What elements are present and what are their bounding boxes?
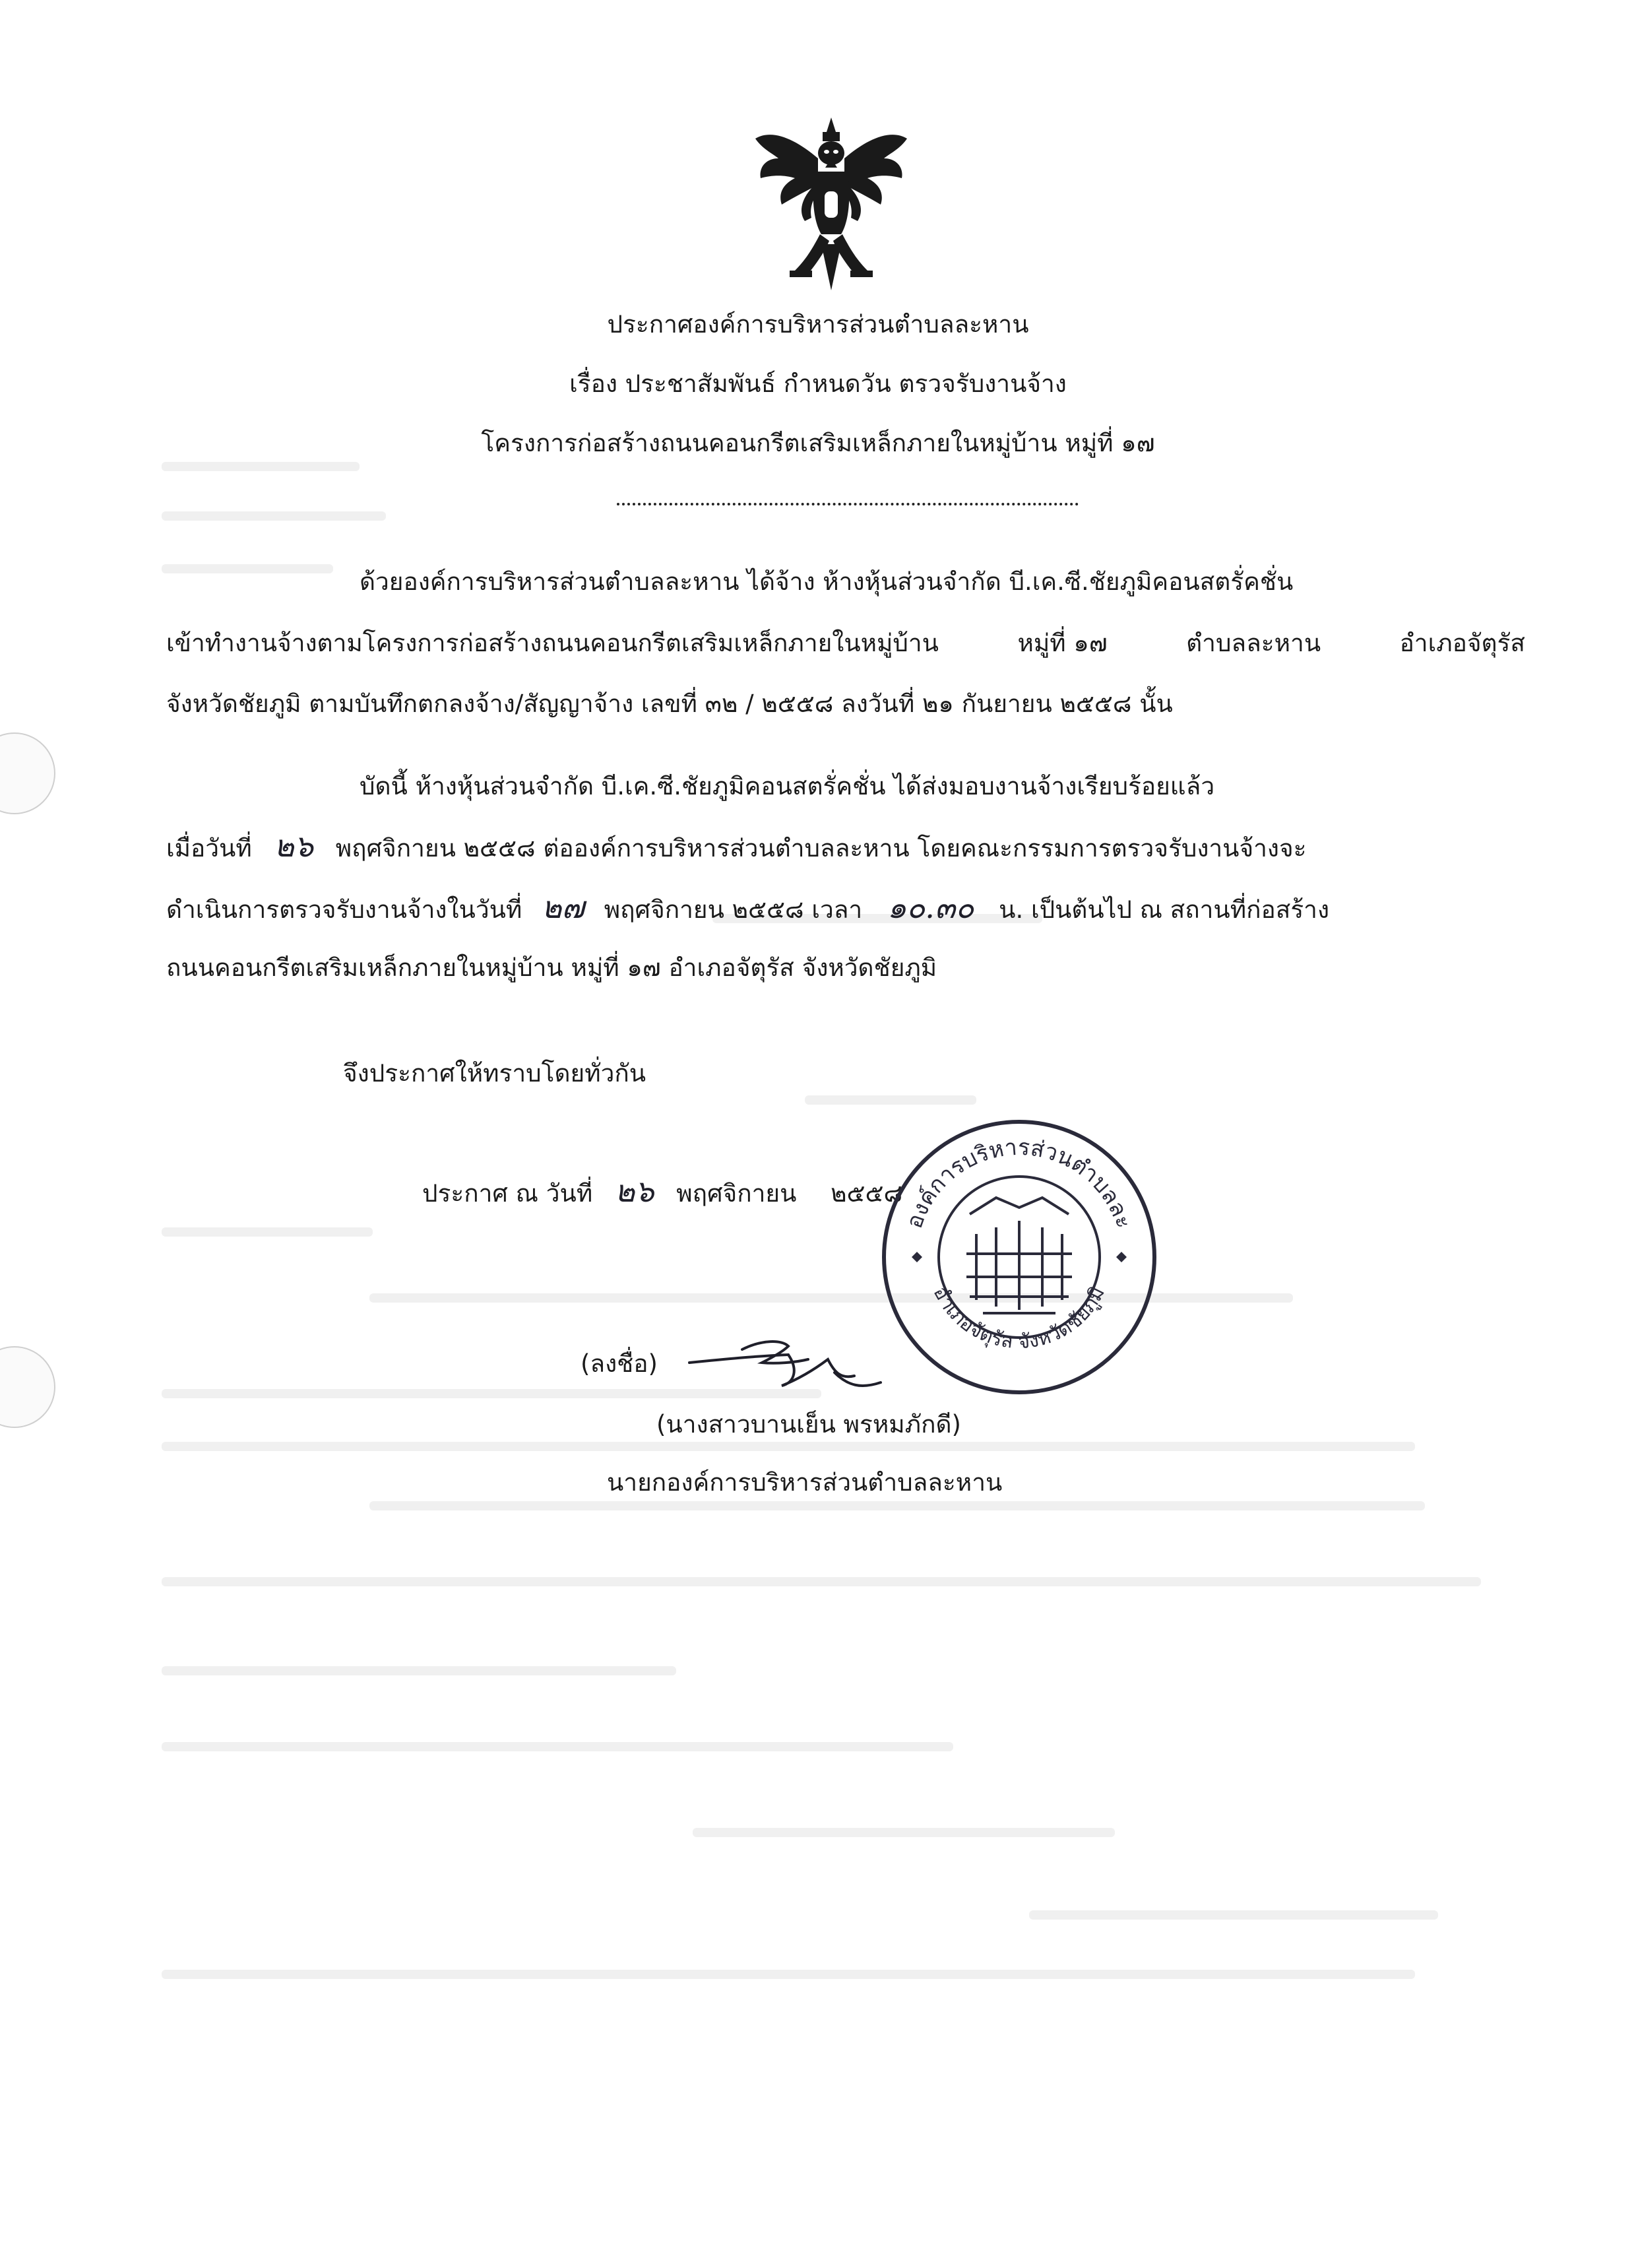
closing-statement: จึงประกาศให้ทราบโดยทั่วกัน xyxy=(343,1059,646,1087)
issuer-heading: ประกาศองค์การบริหารส่วนตำบลละหาน xyxy=(607,310,1029,339)
paragraph1-line1: ด้วยองค์การบริหารส่วนตำบลละหาน ได้จ้าง ห้างหุ้นส่วนจำกัด บี.เค.ซี.ชัยภูมิคอนสตรั่คชั่น xyxy=(360,567,1294,596)
date-year: ๒๕๕๘ xyxy=(831,1179,903,1208)
line-prefix: เมื่อวันที่ xyxy=(166,834,252,862)
paragraph1-line2-part: ตำบลละหาน xyxy=(1186,629,1321,657)
signatory-name: (นางสาวบานเย็น พรหมภักดี) xyxy=(656,1410,961,1439)
subject-heading: เรื่อง ประชาสัมพันธ์ กำหนดวัน ตรวจรับงานจ้าง xyxy=(569,370,1067,398)
handwritten-signature xyxy=(683,1323,894,1396)
paragraph2-line2 xyxy=(166,828,1307,866)
line-rest: น. เป็นต้นไป ณ สถานที่ก่อสร้าง xyxy=(999,895,1330,924)
line-prefix: ดำเนินการตรวจรับงานจ้างในวันที่ xyxy=(166,895,522,924)
date-month: พฤศจิกายน xyxy=(676,1179,797,1208)
line-mid: พฤศจิกายน ๒๕๕๘ เวลา xyxy=(604,895,863,924)
announcement-date xyxy=(422,1173,902,1212)
paragraph1-line2-part: เข้าทำงานจ้างตามโครงการก่อสร้างถนนคอนกรีตเสริมเหล็กภายในหมู่บ้าน xyxy=(166,629,939,657)
project-heading: โครงการก่อสร้างถนนคอนกรีตเสริมเหล็กภายในหมู่บ้าน หมู่ที่ ๑๗ xyxy=(481,429,1155,457)
heading-divider xyxy=(617,503,1079,505)
punch-hole xyxy=(0,732,55,814)
handwritten-date-day: ๒๖ xyxy=(614,1173,654,1209)
sign-label: (ลงชื่อ) xyxy=(581,1349,658,1378)
garuda-emblem-icon xyxy=(749,112,914,297)
paragraph1-line2-part: หมู่ที่ ๑๗ xyxy=(1017,629,1108,657)
line-rest: พฤศจิกายน ๒๕๕๘ ต่อองค์การบริหารส่วนตำบลละหาน โดยคณะกรรมการตรวจรับงานจ้างจะ xyxy=(335,834,1307,862)
seal-top-text: องค์การบริหารส่วนตำบลละ xyxy=(900,1134,1138,1232)
paragraph2-line1: บัดนี้ ห้างหุ้นส่วนจำกัด บี.เค.ซี.ชัยภูมิคอนสตรั่คชั่น ได้ส่งมอบงานจ้างเรียบร้อยแล้ว xyxy=(360,772,1215,800)
punch-hole xyxy=(0,1346,55,1428)
signatory-title: นายกองค์การบริหารส่วนตำบลละหาน xyxy=(607,1468,1003,1497)
handwritten-time: ๑๐.๓๐ xyxy=(887,890,974,925)
official-seal-stamp xyxy=(877,1115,1161,1399)
paragraph1-line2-part: อำเภอจัตุรัส xyxy=(1399,629,1525,657)
seal-bottom-text: อำเภอจัตุรัส จังหวัดชัยภูมิ xyxy=(928,1282,1110,1354)
date-prefix: ประกาศ ณ วันที่ xyxy=(422,1179,593,1208)
paragraph2-line3 xyxy=(166,890,1329,928)
handwritten-inspection-day: ๒๗ xyxy=(542,890,584,925)
handwritten-day: ๒๖ xyxy=(274,828,314,864)
paragraph2-line4: ถนนคอนกรีตเสริมเหล็กภายในหมู่บ้าน หมู่ที่ ๑๗ อำเภอจัตุรัส จังหวัดชัยภูมิ xyxy=(166,954,937,982)
paragraph1-line3: จังหวัดชัยภูมิ ตามบันทึกตกลงจ้าง/สัญญาจ้าง เลขที่ ๓๒ / ๒๕๕๘ ลงวันที่ ๒๑ กันยายน ๒๕๕๘ นั้น xyxy=(166,690,1173,718)
paragraph1-line2 xyxy=(166,626,1525,661)
